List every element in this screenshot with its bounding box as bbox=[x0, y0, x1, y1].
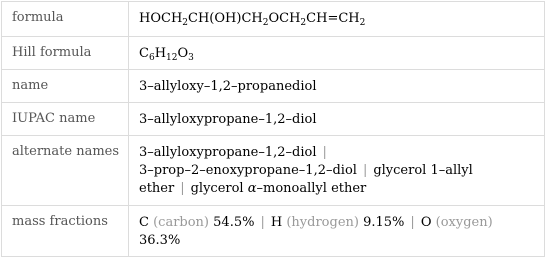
value-alternate-names bbox=[129, 136, 545, 206]
row-iupac-name bbox=[2, 103, 545, 136]
formula-subscript: 2 bbox=[359, 18, 366, 28]
value-mass-fractions bbox=[129, 206, 545, 257]
hill-part: H bbox=[154, 46, 167, 61]
formula-part: CH(OH)CH bbox=[188, 11, 263, 26]
mf-element: (hydrogen) bbox=[286, 215, 359, 230]
separator: | bbox=[322, 145, 327, 160]
hill-subscript: 12 bbox=[166, 53, 178, 63]
row-hill-formula bbox=[2, 37, 545, 70]
formula-subscript: 2 bbox=[182, 18, 189, 28]
formula-part: OCH bbox=[268, 11, 301, 26]
alt-name-4-prefix: glycerol bbox=[190, 181, 248, 196]
hill-part: C bbox=[139, 46, 149, 61]
formula-part: CH=CH bbox=[306, 11, 360, 26]
label-hill-formula: Hill formula bbox=[2, 37, 129, 70]
separator: | bbox=[410, 215, 415, 230]
alt-name-4-suffix: –monoallyl ether bbox=[256, 181, 367, 196]
value-name: 3–allyloxy–1,2–propanediol bbox=[129, 70, 545, 103]
hill-part: O bbox=[177, 46, 189, 61]
value-hill-formula bbox=[129, 37, 545, 70]
alt-name-2: 3–prop–2–enoxypropane–1,2–diol bbox=[139, 163, 357, 178]
mf-value: 9.15% bbox=[363, 215, 405, 230]
formula-subscript: 2 bbox=[262, 18, 269, 28]
row-name bbox=[2, 70, 545, 103]
label-iupac-name: IUPAC name bbox=[2, 103, 129, 136]
label-alternate-names: alternate names bbox=[2, 136, 129, 206]
separator: | bbox=[362, 163, 368, 178]
value-iupac-name: 3–allyloxypropane–1,2–diol bbox=[129, 103, 545, 136]
mf-value: 36.3% bbox=[139, 233, 181, 248]
alt-name-3: glycerol 1–allyl ether bbox=[139, 163, 473, 196]
properties-table bbox=[1, 1, 545, 257]
row-formula bbox=[2, 2, 545, 37]
row-mass-fractions bbox=[2, 206, 545, 257]
mf-element: (oxygen) bbox=[435, 215, 493, 230]
label-formula: formula bbox=[2, 2, 129, 37]
mf-symbol: C bbox=[139, 215, 149, 230]
separator: | bbox=[260, 215, 265, 230]
hill-subscript: 6 bbox=[148, 53, 155, 63]
separator: | bbox=[180, 181, 185, 196]
mf-symbol: H bbox=[270, 215, 283, 230]
value-formula bbox=[129, 2, 545, 37]
mf-element: (carbon) bbox=[153, 215, 210, 230]
row-alternate-names bbox=[2, 136, 545, 206]
alt-name-4-greek: α bbox=[247, 181, 257, 196]
mf-value: 54.5% bbox=[213, 215, 255, 230]
alt-name-1: 3–allyloxypropane–1,2–diol bbox=[139, 145, 317, 160]
formula-subscript: 2 bbox=[300, 18, 307, 28]
mf-symbol: O bbox=[420, 215, 432, 230]
hill-subscript: 3 bbox=[188, 53, 194, 63]
label-mass-fractions: mass fractions bbox=[2, 206, 129, 257]
label-name: name bbox=[2, 70, 129, 103]
formula-part: HOCH bbox=[139, 11, 183, 26]
